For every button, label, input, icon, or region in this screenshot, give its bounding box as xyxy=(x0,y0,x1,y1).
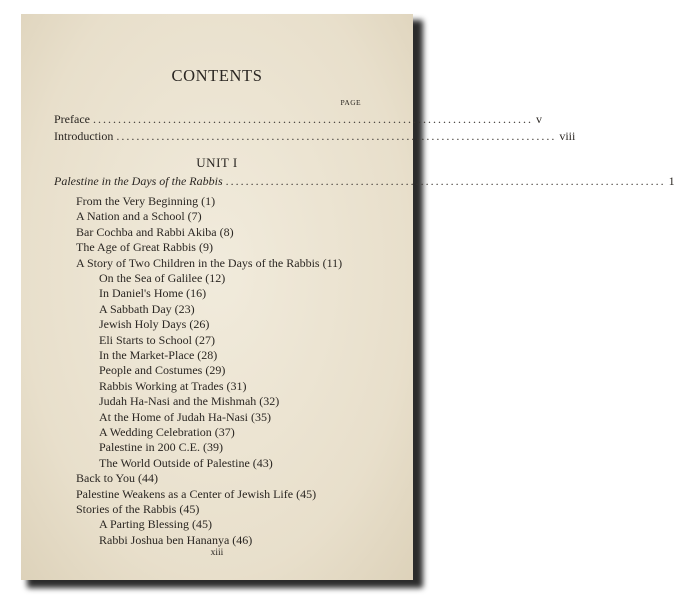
toc-entry: A Sabbath Day (23) xyxy=(99,301,195,316)
toc-label: Palestine in the Days of the Rabbis xyxy=(54,174,223,188)
toc-entry: Rabbi Joshua ben Hananya (46) xyxy=(99,532,253,547)
toc-label: Preface xyxy=(54,112,90,126)
toc-entry: A Parting Blessing (45) xyxy=(99,517,212,532)
toc-entry: In Daniel's Home (16) xyxy=(99,286,207,301)
toc-entry: On the Sea of Galilee (12) xyxy=(99,271,226,285)
toc-entry: The Age of Great Rabbis (9) xyxy=(76,240,213,255)
toc-entry: Judah Ha-Nasi and the Mishmah (32) xyxy=(99,394,280,409)
unit-heading: UNIT I xyxy=(196,155,238,170)
toc-row-introduction xyxy=(54,129,576,144)
toc-page-number: v xyxy=(535,112,542,126)
toc-entry: Stories of the Rabbis (45) xyxy=(76,502,200,516)
toc-entry: In the Market-Place (28) xyxy=(99,348,218,362)
toc-entry: People and Costumes (29) xyxy=(99,363,226,378)
toc-entry: Palestine in 200 C.E. (39) xyxy=(99,440,223,455)
toc-entry: A Wedding Celebration (37) xyxy=(99,425,235,439)
page-column-header: PAGE xyxy=(340,98,361,107)
toc-label: Introduction xyxy=(54,129,114,143)
contents-title: CONTENTS xyxy=(171,66,263,85)
toc-entry: At the Home of Judah Ha-Nasi (35) xyxy=(99,409,271,424)
toc-entry: A Story of Two Children in the Days of the Rabbis (11) xyxy=(76,255,343,270)
toc-entry: The World Outside of Palestine (43) xyxy=(99,455,273,470)
toc-row-unit-chapter xyxy=(54,174,675,189)
toc-entry: Palestine Weakens as a Center of Jewish Life (45) xyxy=(76,486,317,501)
toc-page-number: viii xyxy=(559,129,576,143)
toc-page-number: 1 xyxy=(668,174,675,188)
dot-leader: ........................................................................................ xyxy=(225,174,666,188)
page-folio: xiii xyxy=(210,548,224,558)
toc-entry: Eli Starts to School (27) xyxy=(99,332,215,347)
toc-entry: Jewish Holy Days (26) xyxy=(99,317,210,332)
toc-entry: Rabbis Working at Trades (31) xyxy=(99,378,247,393)
dot-leader: ........................................................................................ xyxy=(116,129,557,143)
toc-entry: Back to You (44) xyxy=(76,471,159,486)
book-page xyxy=(21,14,675,580)
dot-leader: ........................................................................................ xyxy=(92,112,533,126)
toc-entry: Bar Cochba and Rabbi Akiba (8) xyxy=(76,224,234,239)
toc-entry: From the Very Beginning (1) xyxy=(76,194,216,208)
toc-row-preface xyxy=(54,112,542,127)
toc-entry: A Nation and a School (7) xyxy=(76,209,202,224)
